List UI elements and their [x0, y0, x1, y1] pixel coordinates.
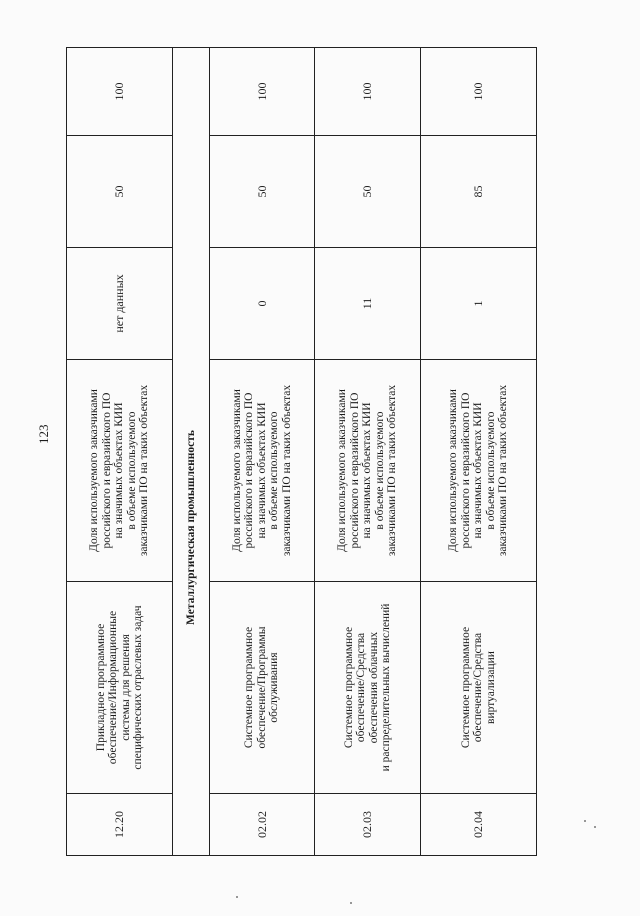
indicator-text: Доля используемого заказчиками российского и евразийского ПО на значимых объектах КИИ в объеме используемого заказчиками ПО на таких объектах [88, 384, 151, 557]
scan-speck [236, 896, 238, 898]
target-mid: 85 [421, 136, 537, 248]
page-number: 123 [36, 424, 51, 444]
scan-speck [594, 826, 596, 828]
software-class [67, 582, 173, 794]
table-row [315, 48, 421, 856]
software-class-text: Системное программное обеспечение/Средства виртуализации [459, 626, 497, 749]
section-row [173, 48, 210, 856]
row-code: 02.03 [315, 794, 421, 856]
rotated-table-wrapper [66, 48, 536, 856]
indicator-text: Доля используемого заказчиками российского и евразийского ПО на значимых объектах КИИ в объеме используемого заказчиками ПО на таких объектах [336, 384, 399, 557]
target-final: 100 [210, 48, 315, 136]
section-title: Металлургическая промышленность [173, 48, 210, 856]
base-value: 1 [421, 248, 537, 360]
software-class [421, 582, 537, 794]
software-class [315, 582, 421, 794]
scan-speck [350, 902, 352, 904]
target-final: 100 [315, 48, 421, 136]
target-final: 100 [67, 48, 173, 136]
software-class [210, 582, 315, 794]
row-code: 02.02 [210, 794, 315, 856]
software-class-text: Системное программное обеспечение/Программы обслуживания [243, 626, 281, 749]
table-row [67, 48, 173, 856]
indicator [315, 360, 421, 582]
indicator [421, 360, 537, 582]
indicator-text: Доля используемого заказчиками российского и евразийского ПО на значимых объектах КИИ в объеме используемого заказчиками ПО на таких объектах [230, 384, 293, 557]
base-value: нет данных [67, 248, 173, 360]
scan-speck [584, 820, 586, 822]
base-value: 11 [315, 248, 421, 360]
indicator [67, 360, 173, 582]
table-row [421, 48, 537, 856]
indicator-text: Доля используемого заказчиками российского и евразийского ПО на значимых объектах КИИ в объеме используемого заказчиками ПО на таких объектах [447, 384, 510, 557]
target-mid: 50 [315, 136, 421, 248]
target-final: 100 [421, 48, 537, 136]
row-code: 12.20 [67, 794, 173, 856]
base-value: 0 [210, 248, 315, 360]
row-code: 02.04 [421, 794, 537, 856]
target-mid: 50 [67, 136, 173, 248]
indicator [210, 360, 315, 582]
software-class-text: Прикладное программное обеспечение/Информационные системы для решения специфических отраслевых задач [94, 605, 144, 770]
target-mid: 50 [210, 136, 315, 248]
software-class-text: Системное программное обеспечение/Средства обеспечения облачных и распределительных вычислений [342, 603, 392, 772]
table-row [210, 48, 315, 856]
software-share-table [66, 47, 537, 856]
